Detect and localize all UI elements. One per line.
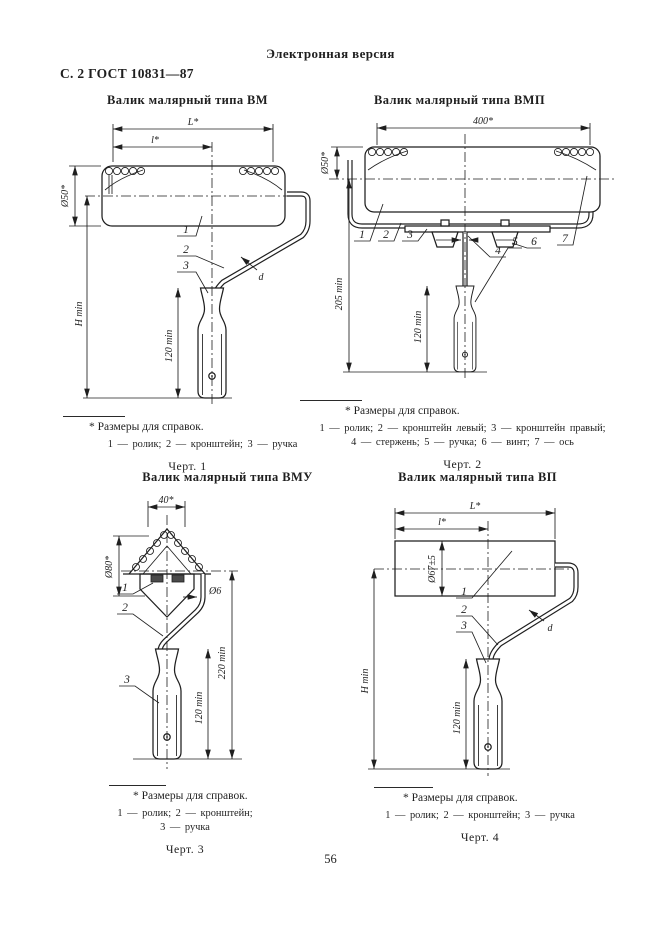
figure-3-footnote: * Размеры для справок.	[133, 790, 248, 802]
fig2-dim-length: 400*	[473, 116, 493, 127]
fig3-part-3: 3	[124, 674, 130, 686]
fig2-dim-height: 205 min	[334, 277, 345, 311]
figure-1-caption: 1 — ролик; 2 — кронштейн; 3 — ручка	[107, 439, 298, 450]
figure-2-block	[300, 93, 655, 472]
figure-1-label: Черт. 1	[168, 459, 207, 474]
figure-3-block	[75, 470, 340, 857]
fig4-dim-L: L*	[469, 501, 481, 512]
figure-2-footnote: * Размеры для справок.	[345, 405, 460, 417]
fig3-dim-width: 40*	[158, 495, 174, 506]
fig1-dim-l: l*	[151, 135, 159, 146]
fig1-dim-d: d	[258, 272, 264, 283]
fig2-part-2: 2	[383, 229, 389, 241]
fig4-part-3: 3	[461, 620, 467, 632]
fig3-part-2: 2	[122, 602, 128, 614]
footnote-rule	[109, 785, 166, 786]
fig1-dim-diameter: Ø50*	[60, 184, 71, 208]
fig2-dim-diameter: Ø50*	[320, 151, 331, 175]
fig1-dim-height: H min	[74, 301, 85, 327]
fig2-part-3: 3	[407, 229, 413, 241]
figure-3-caption-line1: 1 — ролик; 2 — кронштейн;	[117, 808, 253, 819]
doc-header: С. 2 ГОСТ 10831—87	[60, 66, 194, 81]
fig1-part-3: 3	[183, 260, 189, 272]
fig4-dim-d: d	[547, 623, 553, 634]
fig2-part-6: 6	[531, 236, 537, 248]
figure-1-title: Валик малярный типа ВМ	[107, 93, 268, 107]
page-number: 56	[324, 852, 337, 866]
fig3-dim-diameter: Ø80*	[104, 555, 115, 579]
fig2-part-7: 7	[562, 233, 568, 245]
figure-1-footnote: * Размеры для справок.	[89, 421, 204, 433]
footnote-rule	[300, 400, 362, 401]
fig2-part-1: 1	[359, 229, 365, 241]
figure-4-label: Черт. 4	[460, 830, 500, 845]
fig1-dim-handle: 120 min	[164, 329, 175, 363]
fig1-dim-L: L*	[187, 117, 199, 128]
fig4-dim-diameter: Ø67±5	[427, 555, 438, 583]
figure-4-drawing	[360, 491, 660, 779]
figure-2-caption-line1: 1 — ролик; 2 — кронштейн левый; 3 — кронштейн правый;	[319, 423, 606, 434]
fig2-roller	[365, 147, 600, 212]
figure-3-title: Валик малярный типа ВМУ	[142, 470, 313, 484]
figure-2-label: Черт. 2	[443, 457, 482, 472]
figure-2-title: Валик малярный типа ВМП	[373, 93, 546, 107]
footnote-rule	[63, 416, 125, 417]
figure-1-drawing	[55, 114, 320, 406]
fig3-dim-handle: 120 min	[194, 691, 205, 725]
figure-2-drawing	[315, 114, 660, 384]
figure-3-drawing	[75, 491, 340, 781]
fig4-part-2: 2	[461, 604, 467, 616]
figure-3-caption-line2: 3 — ручка	[160, 822, 210, 834]
figure-2-caption-line2: 4 — стержень; 5 — ручка; 6 — винт; 7 — ось	[351, 437, 574, 449]
fig1-part-1: 1	[183, 224, 189, 236]
fig4-dim-l: l*	[438, 517, 446, 528]
figure-4-block	[360, 470, 660, 845]
fig4-dim-handle: 120 min	[452, 701, 463, 735]
figure-4-title: Валик малярный типа ВП	[398, 470, 557, 484]
footnote-rule	[374, 787, 433, 788]
fig1-part-2: 2	[183, 244, 189, 256]
figure-3-label: Черт. 3	[165, 842, 205, 857]
fig3-dim-wire: Ø6	[209, 586, 222, 597]
fig2-dim-handle: 120 min	[413, 310, 424, 344]
fig4-dim-height: H min	[360, 668, 371, 694]
fig4-part-1: 1	[461, 586, 467, 598]
fig2-part-4: 4	[495, 245, 501, 257]
fig3-dim-height: 220 min	[217, 646, 228, 680]
fig2-part-5: 5	[512, 236, 518, 248]
electronic-version-watermark: Электронная версия	[266, 46, 395, 61]
figure-4-caption: 1 — ролик; 2 — кронштейн; 3 — ручка	[385, 810, 575, 821]
figure-1-block	[55, 93, 320, 474]
figure-4-footnote: * Размеры для справок.	[403, 792, 518, 804]
fig4-roller	[395, 541, 555, 596]
fig3-part-1: 1	[122, 582, 128, 594]
